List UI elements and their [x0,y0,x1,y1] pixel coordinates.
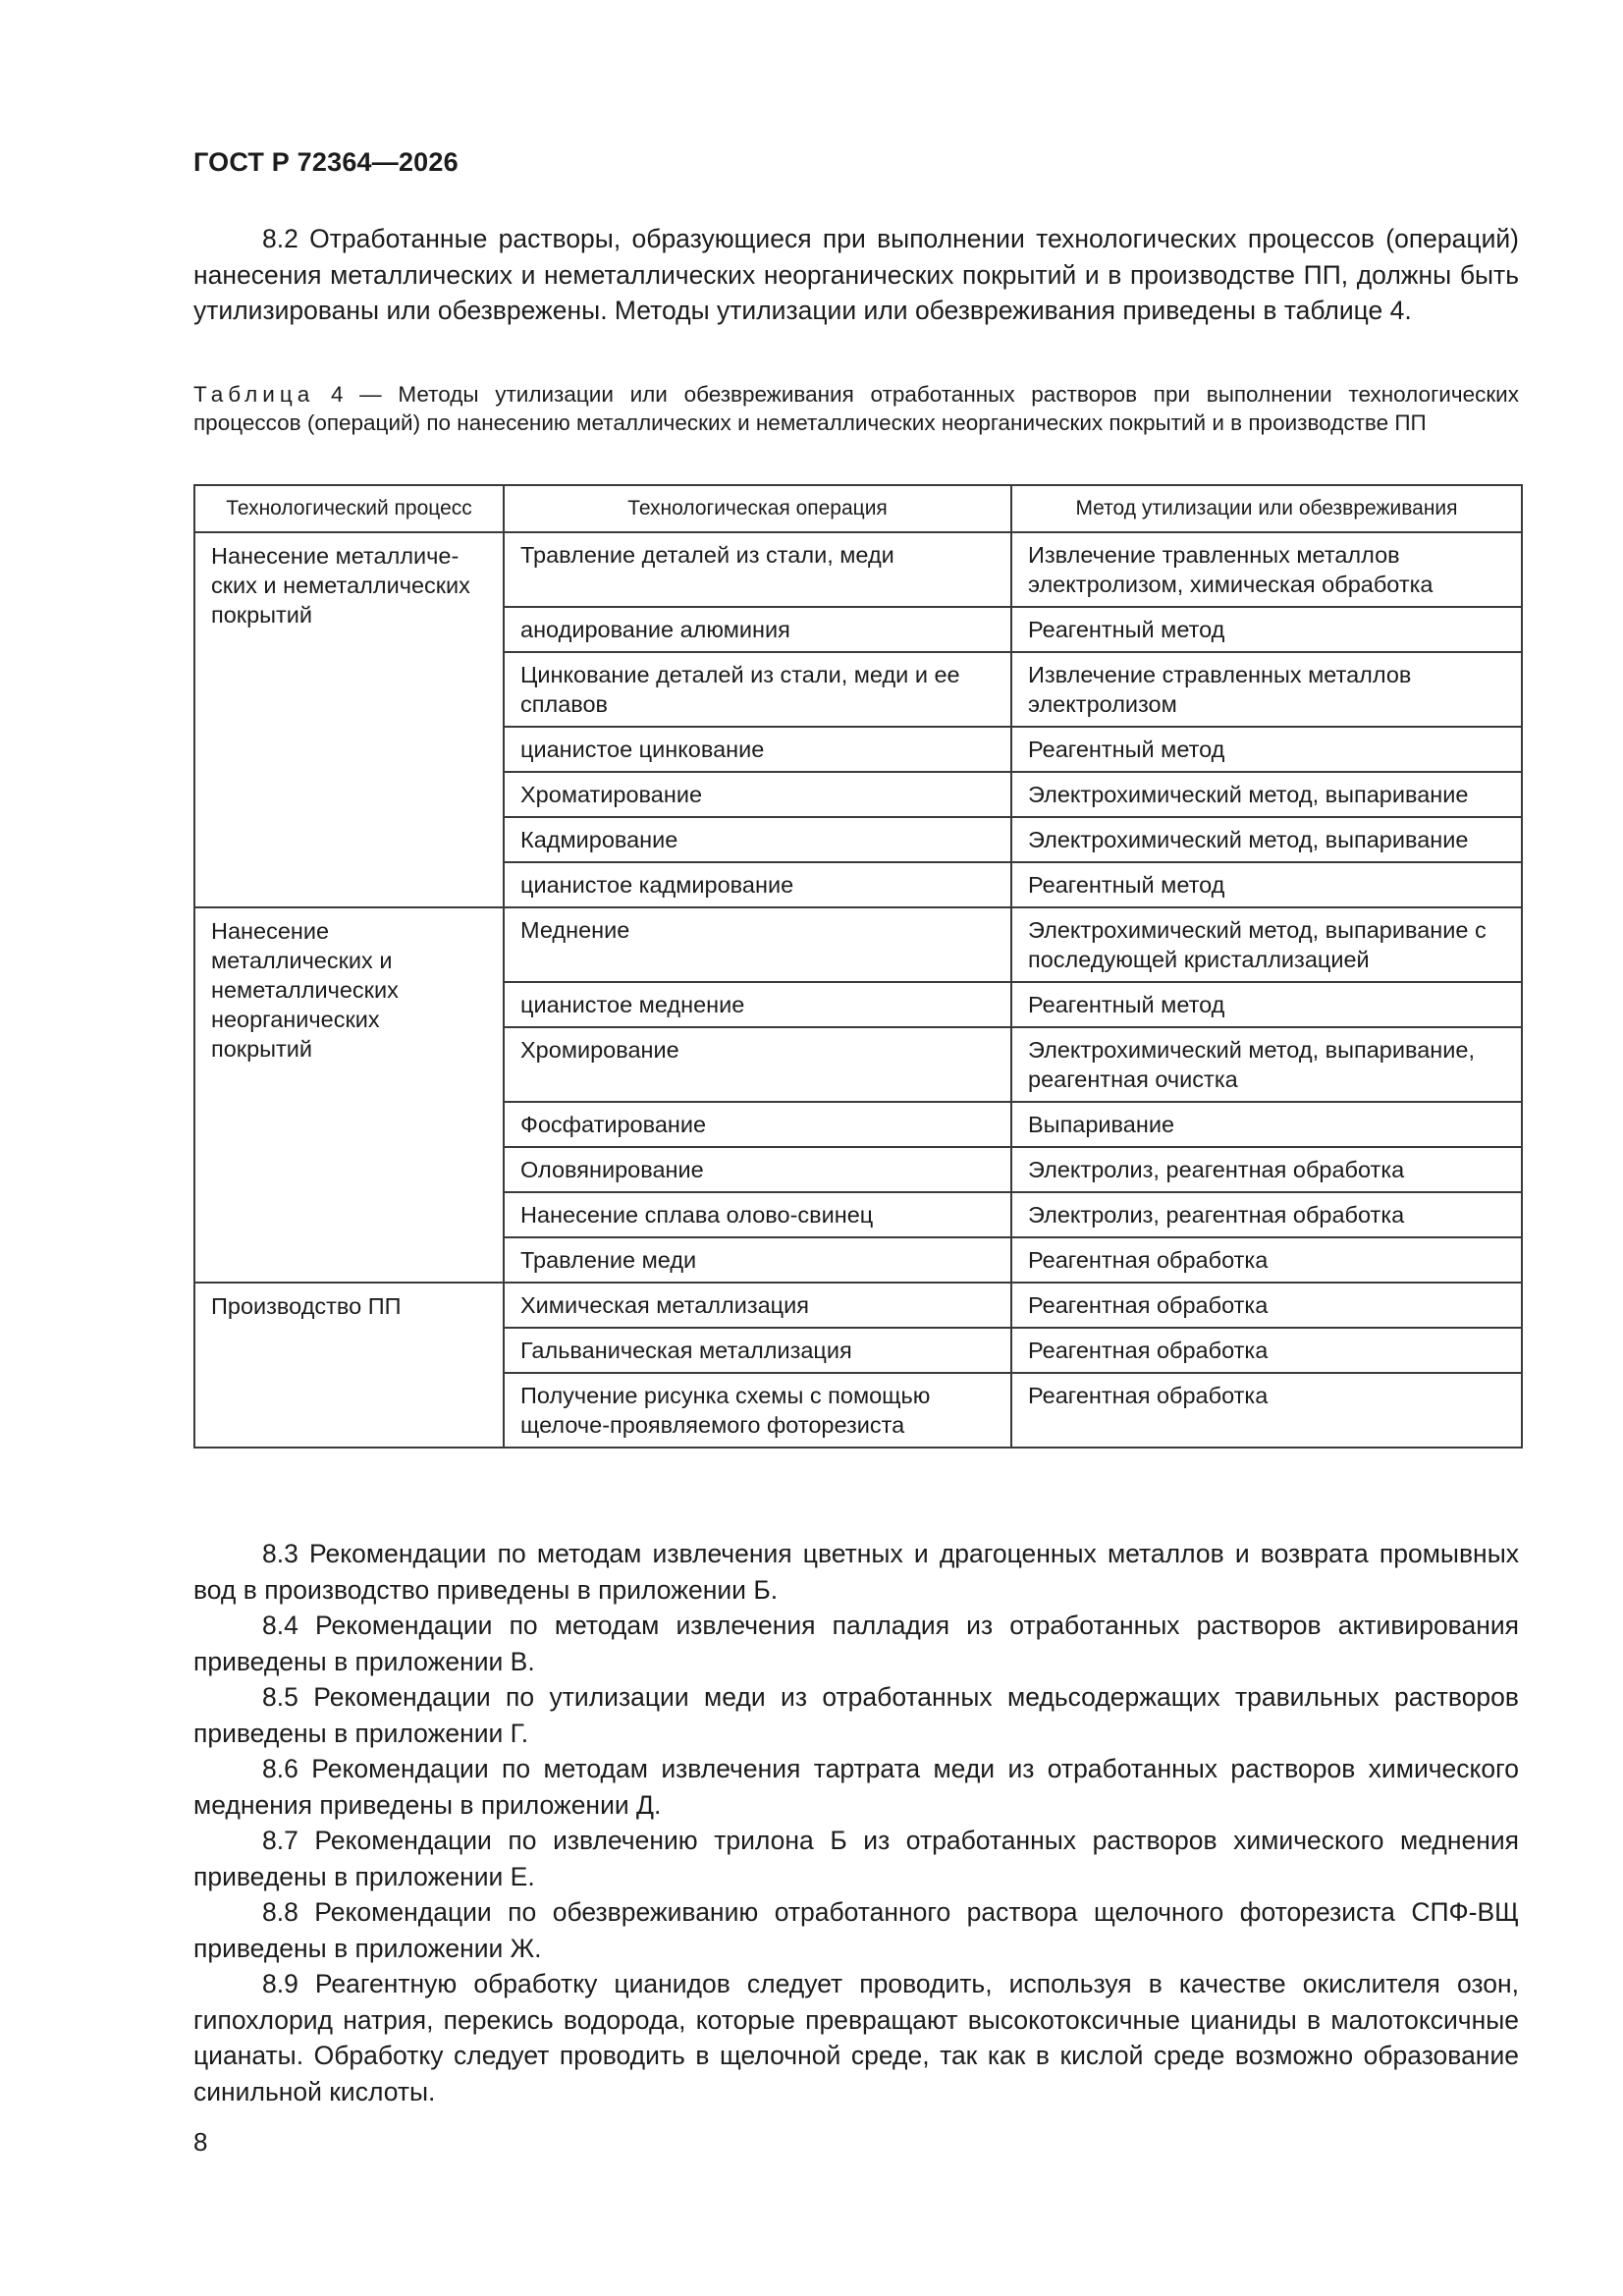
method-cell: Выпаривание [1011,1102,1522,1147]
recommendation-paragraph: 8.3 Рекомендации по методам извлечения цветных и драгоценных металлов и возврата промывных вод в производство приведены в приложении Б. [193,1539,1519,1605]
method-cell: Электрохимический метод, выпаривание, реагентная очистка [1011,1027,1522,1102]
operation-cell: Фосфатирование [504,1102,1011,1147]
column-header: Технологический процесс [194,485,504,532]
column-header: Метод утилизации или обезвреживания [1011,485,1522,532]
table-body [194,532,1522,1448]
recommendations-block [193,1536,1519,2109]
recommendation-paragraph: 8.6 Рекомендации по методам извлечения тартрата меди из отработанных растворов химического меднения приведены в приложении Д. [193,1754,1519,1820]
method-cell: Реагентный метод [1011,607,1522,652]
operation-cell: Химическая металлизация [504,1283,1011,1328]
intro-paragraph: 8.2 Отработанные растворы, образующиеся при выполнении технологических процессов (операций) нанесения металлических и неметаллических неорганических покрытий и в производстве ПП, должны быть утилизированы или обезврежены. Методы утилизации или обезвреживания приведены в таблице 4. [193,224,1519,325]
method-cell: Электролиз, реагентная обработка [1011,1147,1522,1192]
method-cell: Извлечение стравленных металлов электролизом [1011,652,1522,727]
recommendation-paragraph: 8.4 Рекомендации по методам извлечения палладия из отработанных растворов активирования приведены в приложении В. [193,1611,1519,1676]
method-cell: Реагентный метод [1011,727,1522,772]
operation-cell: Хромирование [504,1027,1011,1102]
methods-table [193,484,1523,1449]
method-cell: Извлечение травленных металлов электролизом, химическая обработка [1011,532,1522,607]
table-row [194,907,1522,982]
document-header: ГОСТ Р 72364—2026 [193,147,459,177]
operation-cell: Травление меди [504,1237,1011,1283]
method-cell: Реагентная обработка [1011,1373,1522,1448]
recommendation-paragraph: 8.9 Реагентную обработку цианидов следует проводить, используя в качестве окислителя озон, гипохлорид натрия, перекись водорода, которые превращают высокотоксичные цианиды в малотоксичные цианаты. Обработку следует проводить в щелочной среде, так как в кислой среде возможно образование синильной кислоты. [193,1969,1519,2106]
recommendation-paragraph: 8.8 Рекомендации по обезвреживанию отработанного раствора щелочного фоторезиста СПФ-ВЩ приведены в приложении Ж. [193,1897,1519,1963]
process-cell: Нанесение металличе-ских и неметаллических покрытий [194,532,504,907]
method-cell: Электрохимический метод, выпаривание с последующей кристаллизацией [1011,907,1522,982]
method-cell: Реагентная обработка [1011,1237,1522,1283]
operation-cell: Меднение [504,907,1011,982]
method-cell: Реагентный метод [1011,982,1522,1027]
method-cell: Электрохимический метод, выпаривание [1011,817,1522,862]
table-caption [193,381,1519,437]
operation-cell: Хроматирование [504,772,1011,817]
process-cell: Нанесение металлических и неметаллических неорганических покрытий [194,907,504,1283]
recommendation-paragraph: 8.7 Рекомендации по извлечению трилона Б из отработанных растворов химического меднения приведены в приложении Е. [193,1826,1519,1891]
table-caption-label: Таблица [193,382,315,407]
operation-cell: цианистое цинкование [504,727,1011,772]
method-cell: Реагентный метод [1011,862,1522,907]
operation-cell: Получение рисунка схемы с помощью щелоче-проявляемого фоторезиста [504,1373,1011,1448]
operation-cell: анодирование алюминия [504,607,1011,652]
page-number: 8 [193,2127,208,2157]
table-row [194,1283,1522,1328]
operation-cell: Травление деталей из стали, меди [504,532,1011,607]
method-cell: Электрохимический метод, выпаривание [1011,772,1522,817]
operation-cell: Нанесение сплава олово-свинец [504,1192,1011,1237]
table-header-row [194,485,1522,532]
method-cell: Реагентная обработка [1011,1283,1522,1328]
operation-cell: Цинкование деталей из стали, меди и ее сплавов [504,652,1011,727]
method-cell: Электролиз, реагентная обработка [1011,1192,1522,1237]
operation-cell: Гальваническая металлизация [504,1328,1011,1373]
table-caption-text: 4 — Методы утилизации или обезвреживания отработанных растворов при выполнении технологических процессов (операций) по нанесению металлических и неметаллических неорганических покрытий и в производстве ПП [193,382,1519,435]
recommendation-paragraph: 8.5 Рекомендации по утилизации меди из отработанных медьсодержащих травильных растворов приведены в приложении Г. [193,1682,1519,1748]
process-cell: Производство ПП [194,1283,504,1448]
operation-cell: Оловянирование [504,1147,1011,1192]
operation-cell: цианистое меднение [504,982,1011,1027]
operation-cell: цианистое кадмирование [504,862,1011,907]
operation-cell: Кадмирование [504,817,1011,862]
column-header: Технологическая операция [504,485,1011,532]
method-cell: Реагентная обработка [1011,1328,1522,1373]
table-row [194,532,1522,607]
